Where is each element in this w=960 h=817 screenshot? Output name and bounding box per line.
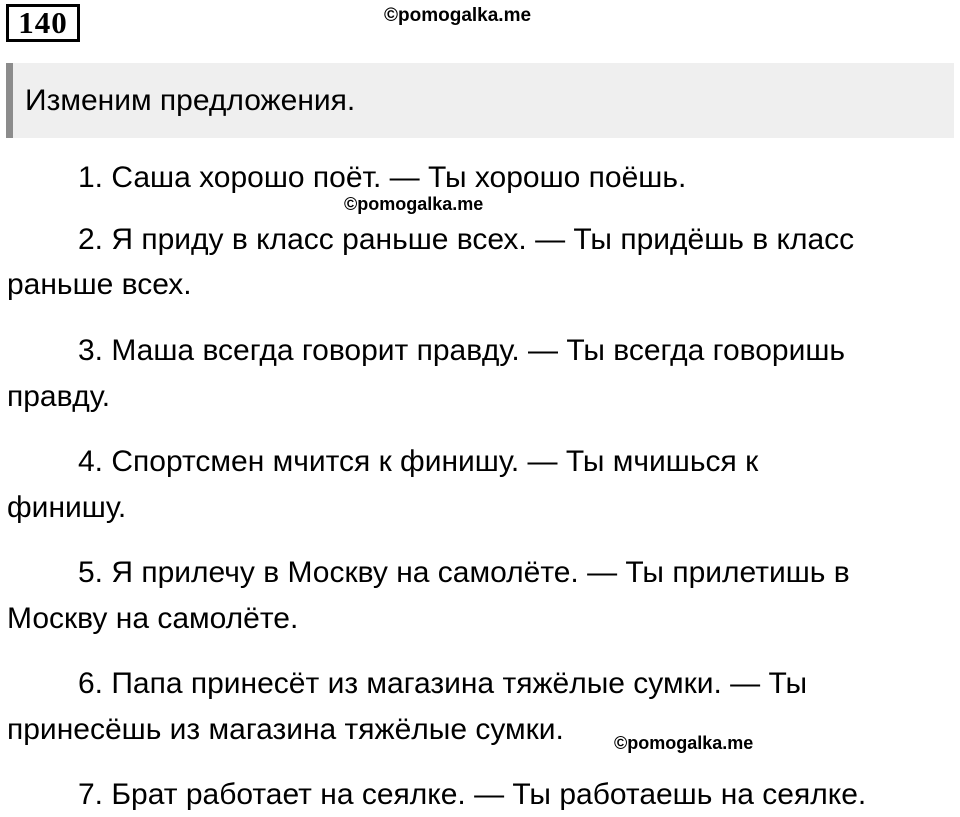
task-number-box: 140 <box>6 4 80 42</box>
watermark-middle: ©pomogalka.me <box>344 194 484 214</box>
watermark-top: ©pomogalka.me <box>384 5 532 26</box>
sentence-4-line-1: 4. Спортсмен мчится к финишу. — Ты мчишься к <box>78 445 759 478</box>
heading-bar <box>6 63 954 138</box>
sentence-6-line-2: принесёшь из магазина тяжёлые сумки. <box>7 713 564 746</box>
sentence-1-line-1: 1. Саша хорошо поёт. — Ты хорошо поёшь. <box>78 161 687 194</box>
sentence-2-line-2: раньше всех. <box>7 268 192 301</box>
watermark-bottom: ©pomogalka.me <box>614 733 754 753</box>
sentence-7-line-1: 7. Брат работает на сеялке. — Ты работаешь на сеялке. <box>78 778 867 811</box>
sentence-3-line-2: правду. <box>7 380 111 413</box>
sentence-4-line-2: финишу. <box>7 491 127 524</box>
sentence-3-line-1: 3. Маша всегда говорит правду. — Ты всегда говоришь <box>78 334 846 367</box>
sentence-5-line-2: Москву на самолёте. <box>7 602 299 635</box>
heading-text: Изменим предложения. <box>25 84 356 117</box>
sentence-5-line-1: 5. Я прилечу в Москву на самолёте. — Ты прилетишь в <box>78 556 850 589</box>
sentence-2-line-1: 2. Я приду в класс раньше всех. — Ты придёшь в класс <box>78 223 855 256</box>
sentence-6-line-1: 6. Папа принесёт из магазина тяжёлые сумки. — Ты <box>78 667 808 700</box>
